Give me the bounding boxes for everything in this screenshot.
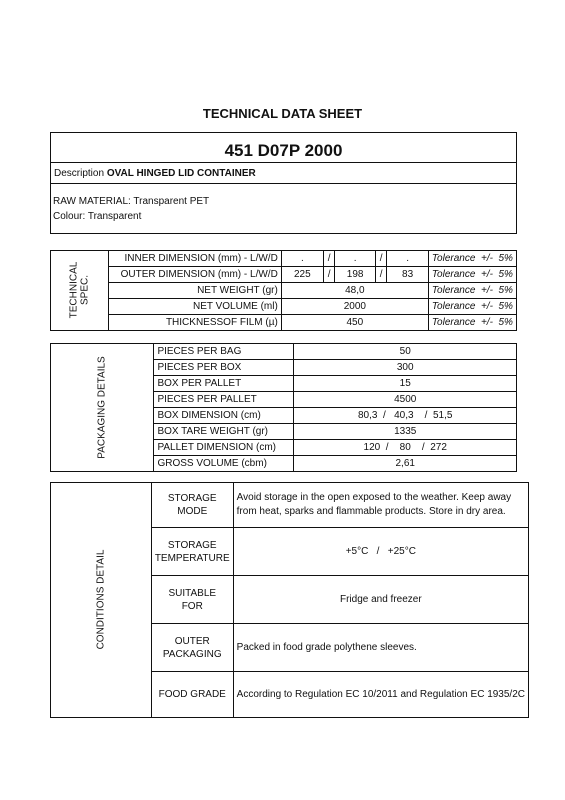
suitable-for-value: Fridge and freezer xyxy=(233,576,528,624)
outer-d: 83 xyxy=(387,267,428,283)
packaging-row-value: 4500 xyxy=(294,392,517,408)
conditions-detail-table xyxy=(50,482,529,718)
film-thickness-value: 450 xyxy=(281,315,428,331)
packaging-row-value: 50 xyxy=(294,344,517,360)
packaging-row-label: PIECES PER BOX xyxy=(154,360,294,376)
slash: / xyxy=(375,251,386,267)
inner-w: . xyxy=(335,251,376,267)
packaging-row-value: 300 xyxy=(294,360,517,376)
description-label: Description xyxy=(54,168,105,179)
packaging-row-value: 2,61 xyxy=(294,456,517,472)
storage-temperature-value: +5°C / +25°C xyxy=(233,528,528,576)
product-header-box xyxy=(50,132,517,234)
food-grade-label: FOOD GRADE xyxy=(151,672,233,718)
packaging-row-label: PIECES PER BAG xyxy=(154,344,294,360)
slash: / xyxy=(375,267,386,283)
packaging-row-label: BOX TARE WEIGHT (gr) xyxy=(154,424,294,440)
packaging-row-label: PIECES PER PALLET xyxy=(154,392,294,408)
net-volume-value: 2000 xyxy=(281,299,428,315)
packaging-row-value: 120 / 80 / 272 xyxy=(294,440,517,456)
packaging-row-value: 1335 xyxy=(294,424,517,440)
suitable-for-label: SUITABLE FOR xyxy=(151,576,233,624)
net-volume-label: NET VOLUME (ml) xyxy=(108,299,281,315)
description-value: OVAL HINGED LID CONTAINER xyxy=(106,168,256,179)
packaging-row-value: 80,3 / 40,3 / 51,5 xyxy=(294,408,517,424)
inner-l: . xyxy=(281,251,323,267)
film-thickness-label: THICKNESSOF FILM (µ) xyxy=(108,315,281,331)
outer-packaging-value: Packed in food grade polythene sleeves. xyxy=(233,624,528,672)
document-title: TECHNICAL DATA SHEET xyxy=(202,106,363,121)
packaging-row-label: GROSS VOLUME (cbm) xyxy=(154,456,294,472)
slash: / xyxy=(323,251,334,267)
inner-d: . xyxy=(387,251,428,267)
divider xyxy=(51,183,516,184)
colour: Colour: Transparent xyxy=(53,211,142,222)
packaging-details-label: PACKAGING DETAILS xyxy=(51,344,154,472)
net-weight-value: 48,0 xyxy=(281,283,428,299)
storage-mode-value: Avoid storage in the open exposed to the weather. Keep away from heat, sparks and flammable products. Store in dry area. xyxy=(233,483,528,528)
storage-temperature-label: STORAGE TEMPERATURE xyxy=(151,528,233,576)
outer-dimension-label: OUTER DIMENSION (mm) - L/W/D xyxy=(108,267,281,283)
technical-spec-label: TECHNICAL SPEC. xyxy=(51,251,109,331)
outer-l: 225 xyxy=(281,267,323,283)
slash: / xyxy=(323,267,334,283)
conditions-detail-label: CONDITIONS DETAIL xyxy=(51,483,152,718)
tolerance: Tolerance +/- 5% xyxy=(428,251,516,267)
inner-dimension-label: INNER DIMENSION (mm) - L/W/D xyxy=(108,251,281,267)
packaging-row-label: PALLET DIMENSION (cm) xyxy=(154,440,294,456)
outer-w: 198 xyxy=(335,267,376,283)
product-code: 451 D07P 2000 xyxy=(224,141,343,160)
packaging-row-label: BOX PER PALLET xyxy=(154,376,294,392)
tolerance: Tolerance +/- 5% xyxy=(428,315,516,331)
packaging-row-label: BOX DIMENSION (cm) xyxy=(154,408,294,424)
tolerance: Tolerance +/- 5% xyxy=(428,299,516,315)
packaging-details-table xyxy=(50,343,517,472)
raw-material: RAW MATERIAL: Transparent PET xyxy=(53,196,210,207)
storage-mode-label: STORAGE MODE xyxy=(151,483,233,528)
material-info xyxy=(53,194,209,224)
description-line xyxy=(54,168,256,179)
technical-spec-table xyxy=(50,250,517,331)
divider xyxy=(51,162,516,163)
tolerance: Tolerance +/- 5% xyxy=(428,283,516,299)
tolerance: Tolerance +/- 5% xyxy=(428,267,516,283)
food-grade-value: According to Regulation EC 10/2011 and Regulation EC 1935/2C xyxy=(233,672,528,718)
packaging-row-value: 15 xyxy=(294,376,517,392)
net-weight-label: NET WEIGHT (gr) xyxy=(108,283,281,299)
outer-packaging-label: OUTER PACKAGING xyxy=(151,624,233,672)
